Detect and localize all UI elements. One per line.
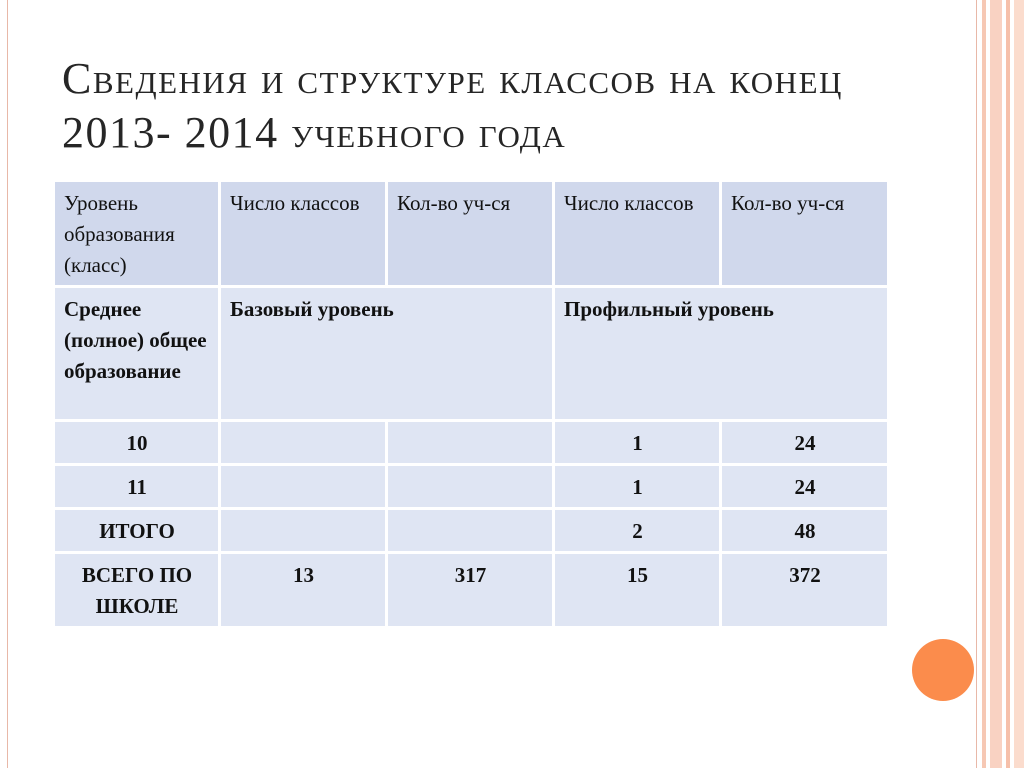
table-cell: 13 [220,553,387,628]
section-label: Среднее (полное) общее образование [54,287,220,421]
table-cell [220,421,387,465]
table-cell: 48 [721,509,889,553]
decorative-stripe [982,0,986,768]
table-cell [387,465,554,509]
table-cell [387,421,554,465]
table-cell: 15 [554,553,721,628]
header-cell-level: Уровень образования (класс) [54,181,220,287]
table-cell [220,509,387,553]
table-cell: 1 [554,421,721,465]
table-cell: 2 [554,509,721,553]
table-row [54,509,889,553]
table-cell: 1 [554,465,721,509]
table-header-row [54,181,889,287]
slide-title: Сведения и структуре классов на конец 2013- 2014 учебного года [62,54,843,157]
header-cell-profile-classes: Число классов [554,181,721,287]
row-label: 10 [54,421,220,465]
table-row [54,421,889,465]
class-structure-table [52,179,890,629]
table-cell: 24 [721,465,889,509]
header-cell-basic-students: Кол-во уч-ся [387,181,554,287]
table-cell: 24 [721,421,889,465]
row-label: ИТОГО [54,509,220,553]
table-cell: 372 [721,553,889,628]
header-cell-basic-classes: Число классов [220,181,387,287]
table-cell [387,509,554,553]
row-label: 11 [54,465,220,509]
decorative-stripe [1014,0,1024,768]
table-section-row [54,287,889,421]
table-row [54,465,889,509]
table-cell [220,465,387,509]
basic-level-label: Базовый уровень [220,287,554,421]
row-label: ВСЕГО ПО ШКОЛЕ [54,553,220,628]
decorative-stripe [990,0,1002,768]
profile-level-label: Профильный уровень [554,287,889,421]
table-cell: 317 [387,553,554,628]
table-row [54,553,889,628]
decorative-stripe [1006,0,1010,768]
header-cell-profile-students: Кол-во уч-ся [721,181,889,287]
